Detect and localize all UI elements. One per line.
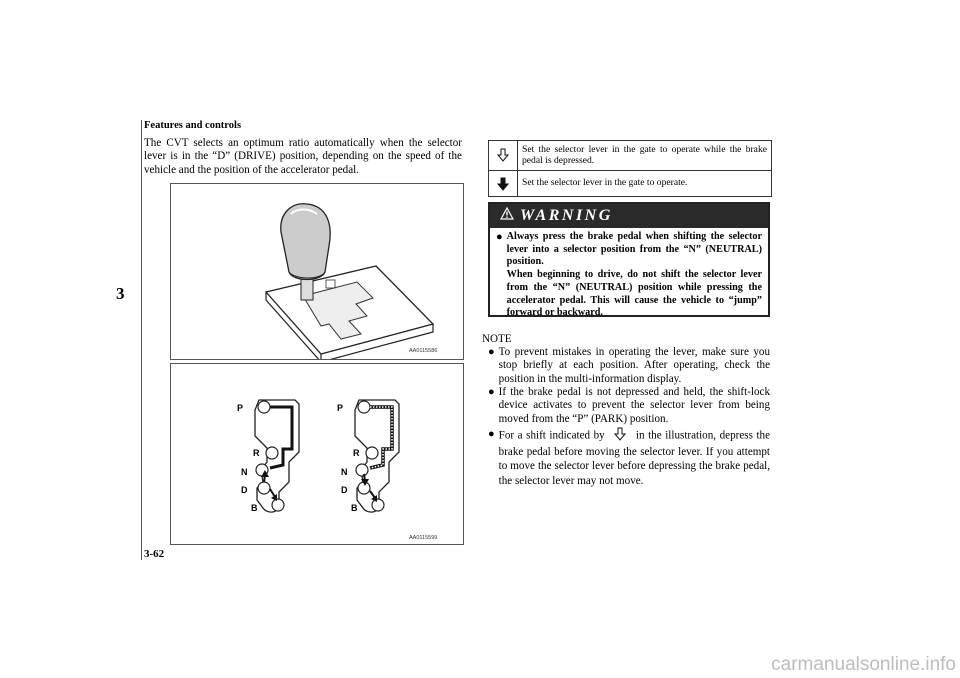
- legend-text: Set the selector lever in the gate to operate while the brake pedal is depressed.: [522, 144, 767, 167]
- warning-box: [488, 202, 770, 317]
- position-label-p: P: [237, 403, 244, 413]
- legend-text: Set the selector lever in the gate to operate.: [522, 176, 688, 188]
- selector-lever-illustration: [171, 184, 463, 359]
- note-text-before-icon: For a shift indicated by: [498, 429, 605, 442]
- note-item: [488, 386, 770, 426]
- position-label-n: N: [341, 467, 348, 477]
- gate-pattern-right: [337, 400, 399, 513]
- warning-text-2: When beginning to drive, do not shift the selector lever from the “N” (NEUTRAL) position while pressing the accelerator pedal. This will cause the vehicle to “jump” forward or backward.: [506, 269, 762, 319]
- legend-row: [489, 141, 771, 171]
- figure-code: AA0115586: [409, 348, 438, 354]
- selector-lever-figure: [170, 183, 464, 360]
- outlined-down-arrow-icon: [614, 427, 626, 445]
- note-item: [488, 427, 770, 488]
- note-text: If the brake pedal is not depressed and held, the shift-lock device activates to prevent the selector lever from being moved from the “P” (PARK) position.: [498, 386, 770, 425]
- gate-pattern-left: [237, 400, 299, 513]
- chapter-divider-line: [141, 120, 142, 560]
- position-label-b: B: [251, 503, 258, 513]
- arrow-legend-table: [488, 140, 772, 197]
- bullet-icon: ●: [496, 231, 503, 243]
- chapter-tab: 3: [116, 284, 125, 303]
- note-text: [499, 427, 770, 488]
- section-title: Features and controls: [144, 120, 242, 131]
- warning-item: [490, 228, 768, 320]
- warning-triangle-icon: [500, 207, 514, 225]
- position-label-r: R: [253, 448, 260, 458]
- legend-row: [489, 171, 771, 196]
- warning-header: [490, 204, 768, 228]
- position-label-d: D: [341, 485, 348, 495]
- note-text: To prevent mistakes in operating the lever, make sure you stop briefly at each position. After operating, check the position in the multi-information display.: [498, 346, 770, 385]
- warning-text-1: Always press the brake pedal when shifting the selector lever into a selector position from the “N” (NEUTRAL) position.: [506, 231, 762, 268]
- shift-pattern-figure: [170, 363, 464, 545]
- note-item: [488, 346, 770, 386]
- position-label-p: P: [337, 403, 344, 413]
- shift-pattern-illustration: [171, 364, 463, 544]
- outlined-down-arrow-icon: [489, 141, 518, 170]
- note-text-after-icon: in the illustration, depress the brake pedal before moving the selector lever. If you attempt to move the selector lever before depressing the brake pedal, the selector lever may not move.: [498, 429, 771, 487]
- bullet-icon: ●: [488, 346, 495, 358]
- page-number: 3-62: [144, 548, 165, 560]
- figure-code: AA0115599: [409, 535, 438, 541]
- warning-title: WARNING: [520, 207, 613, 224]
- note-label: NOTE: [482, 333, 512, 345]
- position-label-b: B: [351, 503, 358, 513]
- bullet-icon: ●: [488, 428, 495, 440]
- position-label-d: D: [241, 485, 248, 495]
- bullet-icon: ●: [488, 386, 495, 398]
- watermark: carmanualsonline.info: [771, 654, 956, 675]
- position-label-n: N: [241, 467, 248, 477]
- solid-down-arrow-icon: [489, 171, 518, 196]
- position-label-r: R: [353, 448, 360, 458]
- intro-paragraph: The CVT selects an optimum ratio automatically when the selector lever is in the “D” (DRIVE) position, depending on the speed of the vehicle and the position of the accelerator pedal.: [144, 137, 462, 176]
